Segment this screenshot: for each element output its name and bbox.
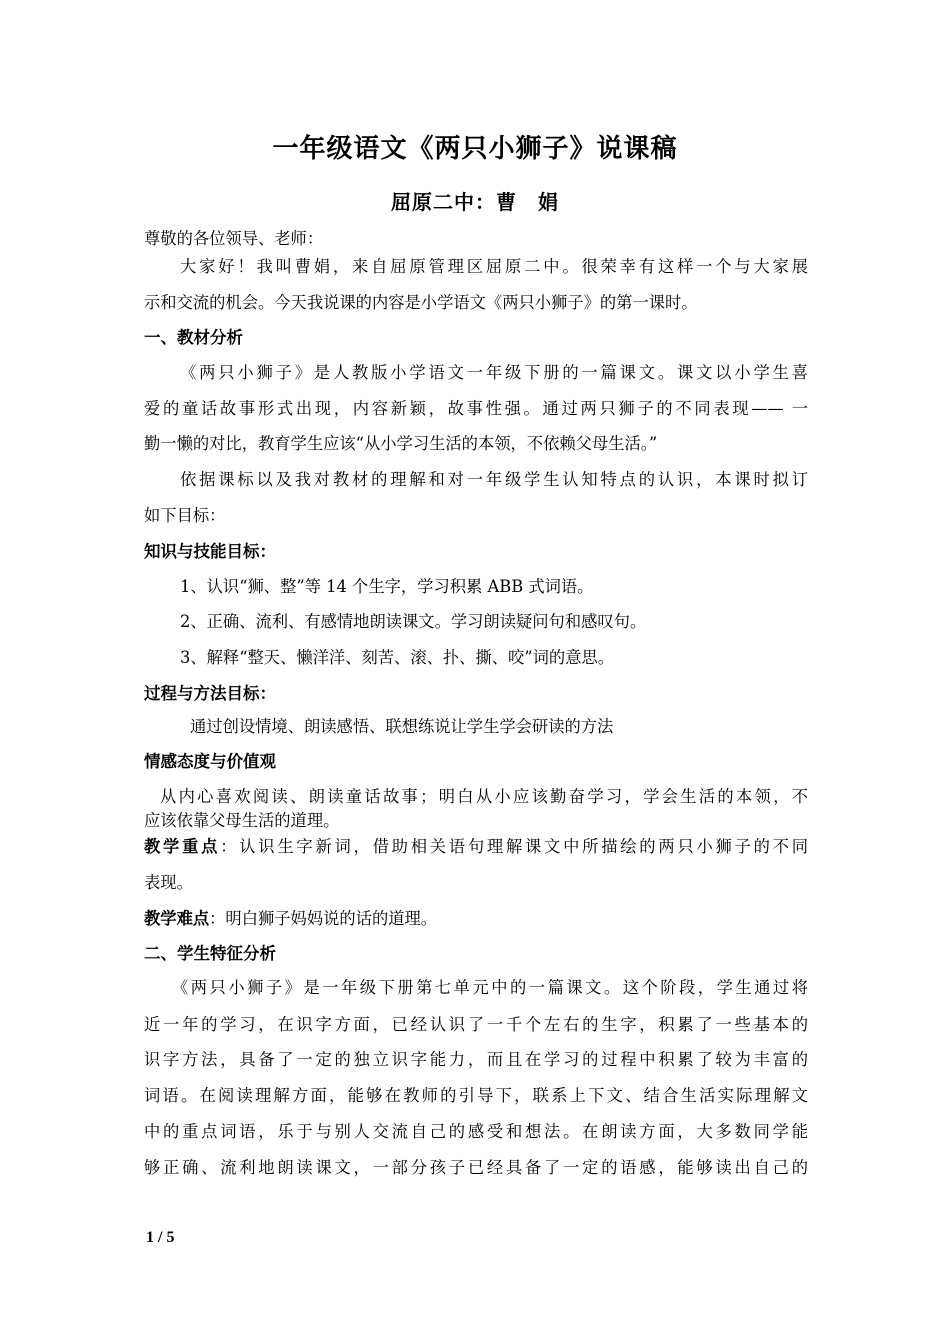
student-para-line-6: 够正确、流利地朗读课文，一部分孩子已经具备了一定的语感，能够读出自己的: [144, 1158, 808, 1177]
teaching-key-line-1: [144, 836, 808, 858]
emotion-values-line-1: 从内心喜欢阅读、朗读童话故事；明白从小应该勤奋学习，学会生活的本领，不: [160, 787, 808, 806]
page-number: 1 / 5: [146, 1229, 175, 1246]
teaching-key-text: ：认识生字新词，借助相关语句理解课文中所描绘的两只小狮子的不同: [220, 837, 808, 856]
knowledge-item-2: 2、正确、流利、有感情地朗读课文。学习朗读疑问句和感叹句。: [180, 612, 647, 631]
student-para-line-2: 近一年的学习，在识字方面，已经认识了一千个左右的生字，积累了一些基本的: [144, 1015, 808, 1034]
teaching-key-label: 教学重点: [144, 837, 221, 856]
student-para-line-4: 词语。在阅读理解方面，能够在教师的引导下，联系上下文、结合生活实际理解文: [144, 1086, 808, 1105]
teaching-key-line-2: 表现。: [144, 873, 193, 892]
teaching-difficulty-text: ：明白狮子妈妈说的话的道理。: [209, 909, 438, 928]
textbook-para1-line-2: 爱的童话故事形式出现，内容新颖，故事性强。通过两只狮子的不同表现—— 一: [144, 399, 808, 418]
teaching-difficulty-line: [144, 908, 808, 930]
intro-line-2: 示和交流的机会。今天我说课的内容是小学语文《两只小狮子》的第一课时。: [144, 293, 698, 312]
teaching-difficulty-label: 教学难点: [144, 909, 210, 928]
textbook-para2-line-2: 如下目标：: [144, 506, 226, 525]
process-method-heading: 过程与方法目标：: [144, 684, 276, 703]
textbook-para1-line-3: 勤一懒的对比，教育学生应该“从小学习生活的本领，不依赖父母生活。”: [144, 434, 658, 453]
student-para-line-3: 识字方法，具备了一定的独立识字能力，而且在学习的过程中积累了较为丰富的: [144, 1050, 808, 1069]
section-heading-student-analysis: 二、学生特征分析: [144, 944, 276, 963]
student-para-line-5: 中的重点词语，乐于与别人交流自己的感受和想法。在朗读方面，大多数同学能: [144, 1122, 808, 1141]
document-title: 一年级语文《两只小狮子》说课稿: [272, 134, 678, 164]
emotion-values-heading: 情感态度与价值观: [144, 752, 276, 771]
textbook-para1-line-1: 《两只小狮子》是人教版小学语文一年级下册的一篇课文。课文以小学生喜: [180, 363, 808, 382]
section-heading-textbook-analysis: 一、教材分析: [144, 328, 243, 347]
emotion-values-line-2: 应该依靠父母生活的道理。: [144, 811, 340, 830]
knowledge-item-1: 1、认识“狮、整”等 14 个生字，学习积累 ABB 式词语。: [180, 577, 594, 596]
intro-line-1: 大家好！我叫曹娟，来自屈原管理区屈原二中。很荣幸有这样一个与大家展: [180, 257, 808, 276]
student-para-line-1: 《两只小狮子》是一年级下册第七单元中的一篇课文。这个阶段，学生通过将: [172, 978, 808, 997]
textbook-para2-line-1: 依据课标以及我对教材的理解和对一年级学生认知特点的认识，本课时拟订: [180, 470, 808, 489]
knowledge-item-3: 3、解释“整天、懒洋洋、刻苦、滚、扑、撕、咬”词的意思。: [180, 648, 615, 667]
process-method-text: 通过创设情境、朗读感悟、联想练说让学生学会研读的方法: [190, 717, 614, 736]
salutation: 尊敬的各位领导、老师：: [144, 229, 324, 248]
knowledge-skill-heading: 知识与技能目标：: [144, 542, 276, 561]
document-author: 屈原二中：曹 娟: [391, 190, 559, 214]
